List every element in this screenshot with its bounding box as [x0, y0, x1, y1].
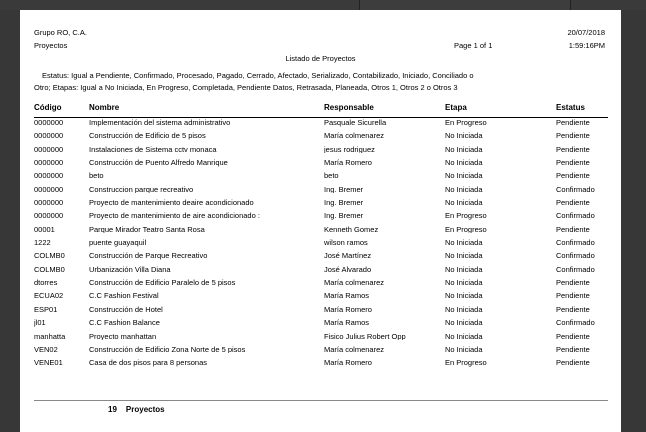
cell-estatus: Pendiente — [556, 159, 590, 167]
cell-codigo: ECUA02 — [34, 292, 64, 300]
cell-codigo: 0000000 — [34, 145, 64, 154]
viewer-right-gutter — [621, 10, 646, 432]
cell-estatus: Confirmado — [556, 185, 595, 194]
column-header-etapa: Etapa — [445, 103, 467, 112]
cell-responsable: Ing. Bremer — [324, 212, 364, 220]
cell-estatus: Confirmado — [556, 319, 595, 327]
table-row[interactable] — [34, 238, 608, 251]
cell-nombre: Construccion parque recreativo — [89, 185, 194, 194]
cell-codigo: 0000000 — [34, 212, 64, 220]
cell-nombre: beto — [89, 172, 104, 180]
cell-nombre: Construcción de Puento Alfredo Manrique — [89, 159, 228, 167]
cell-etapa: No Iniciada — [445, 319, 483, 327]
cell-codigo: 0000000 — [34, 185, 64, 194]
table-row[interactable] — [34, 278, 608, 291]
cell-etapa: No Iniciada — [445, 132, 483, 140]
cell-nombre: Instalaciones de Sistema cctv monaca — [89, 145, 217, 154]
cell-estatus: Pendiente — [556, 332, 590, 340]
table-row[interactable] — [34, 131, 608, 144]
table-row[interactable] — [34, 171, 608, 184]
column-header-codigo: Código — [34, 103, 62, 112]
table-row[interactable] — [34, 185, 608, 198]
table-body — [34, 118, 608, 372]
cell-codigo: 0000000 — [34, 119, 64, 127]
report-filter-line-2: Otro; Etapas: Igual a No Iniciada, En Progreso, Completada, Pendiente Datos, Retrasada, Planeada, Otros 1, Otros 2 o Otros 3 — [34, 83, 458, 92]
table-header-row — [34, 104, 608, 118]
report-page-indicator: Page 1 of 1 — [454, 41, 493, 50]
cell-responsable: Pasquale Sicurella — [324, 119, 387, 127]
table-row[interactable] — [34, 305, 608, 318]
cell-estatus: Pendiente — [556, 279, 590, 287]
cell-nombre: Proyecto manhattan — [89, 332, 157, 340]
table-row[interactable] — [34, 211, 608, 224]
table-row[interactable] — [34, 358, 608, 371]
cell-estatus: Confirmado — [556, 239, 595, 247]
cell-codigo: COLMB0 — [34, 265, 65, 274]
table-row[interactable] — [34, 225, 608, 238]
cell-estatus: Pendiente — [556, 199, 590, 207]
report-date: 20/07/2018 — [567, 28, 605, 37]
cell-etapa: No Iniciada — [445, 145, 483, 154]
cell-responsable: José Alvarado — [324, 265, 372, 274]
cell-nombre: Implementación del sistema administrativo — [89, 119, 231, 127]
report-company-name: Grupo RO, C.A. — [34, 28, 87, 37]
report-subtitle: Proyectos — [34, 41, 68, 50]
cell-nombre: puente guayaquil — [89, 239, 147, 247]
table-row[interactable] — [34, 291, 608, 304]
cell-responsable: María Ramos — [324, 292, 370, 300]
cell-responsable: José Martínez — [324, 252, 372, 260]
report-time: 1:59:16PM — [568, 41, 605, 50]
cell-nombre: Proyecto de mantenimiento de aire acondicionado : — [89, 212, 260, 220]
cell-responsable: María colmenarez — [324, 279, 385, 287]
table-footer-divider — [34, 400, 608, 401]
table-row[interactable] — [34, 118, 608, 131]
cell-codigo: COLMB0 — [34, 252, 65, 260]
cell-estatus: Confirmado — [556, 252, 595, 260]
cell-codigo: 0000000 — [34, 132, 64, 140]
cell-nombre: C.C Fashion Festival — [89, 292, 159, 300]
cell-etapa: No Iniciada — [445, 239, 483, 247]
cell-responsable: Ing. Bremer — [324, 185, 364, 194]
report-filter-line-1: Estatus: Igual a Pendiente, Confirmado, Procesado, Pagado, Cerrado, Afectado, Serializado, Contabilizado, Iniciado, Conciliado o — [42, 71, 474, 80]
cell-responsable: Fisico Julius Robert Opp — [324, 332, 406, 340]
cell-responsable: jesus rodriguez — [324, 145, 375, 154]
cell-estatus: Pendiente — [556, 359, 590, 367]
cell-nombre: Casa de dos pisos para 8 personas — [89, 359, 207, 367]
total-count-value: 19 — [108, 405, 117, 414]
cell-codigo: dtorres — [34, 279, 58, 287]
cell-nombre: Construcción de Edificio Zona Norte de 5 pisos — [89, 345, 246, 354]
cell-responsable: María Romero — [324, 159, 372, 167]
cell-nombre: Construcción de Edificio Paralelo de 5 pisos — [89, 279, 236, 287]
cell-estatus: Pendiente — [556, 132, 590, 140]
cell-responsable: Kenneth Gomez — [324, 225, 379, 234]
table-total-summary — [108, 406, 165, 414]
cell-nombre: Urbanización Villa Diana — [89, 265, 171, 274]
cell-responsable: María colmenarez — [324, 132, 385, 140]
cell-estatus: Pendiente — [556, 305, 590, 314]
cell-nombre: Parque Mirador Teatro Santa Rosa — [89, 225, 205, 234]
table-row[interactable] — [34, 145, 608, 158]
cell-responsable: María Romero — [324, 359, 372, 367]
cell-etapa: No Iniciada — [445, 345, 483, 354]
cell-codigo: 0000000 — [34, 159, 64, 167]
cell-nombre: Construcción de Parque Recreativo — [89, 252, 208, 260]
cell-etapa: En Progreso — [445, 225, 487, 234]
cell-etapa: En Progreso — [445, 359, 487, 367]
cell-estatus: Pendiente — [556, 172, 590, 180]
table-row[interactable] — [34, 318, 608, 331]
cell-etapa: No Iniciada — [445, 292, 483, 300]
table-row[interactable] — [34, 158, 608, 171]
table-row[interactable] — [34, 345, 608, 358]
cell-responsable: María Romero — [324, 305, 372, 314]
cell-etapa: No Iniciada — [445, 185, 483, 194]
cell-etapa: No Iniciada — [445, 159, 483, 167]
cell-etapa: No Iniciada — [445, 172, 483, 180]
cell-estatus: Confirmado — [556, 212, 595, 220]
cell-responsable: Ing. Bremer — [324, 199, 364, 207]
cell-codigo: VENE01 — [34, 359, 63, 367]
cell-codigo: 0000000 — [34, 199, 64, 207]
cell-responsable: wilson ramos — [324, 239, 368, 247]
report-title: Listado de Proyectos — [285, 54, 356, 63]
cell-codigo: 1222 — [34, 239, 51, 247]
cell-estatus: Pendiente — [556, 225, 590, 234]
column-header-responsable: Responsable — [324, 103, 374, 112]
cell-etapa: No Iniciada — [445, 199, 483, 207]
total-count-label: Proyectos — [125, 405, 165, 414]
projects-table — [34, 104, 608, 372]
table-row[interactable] — [34, 198, 608, 211]
cell-nombre: Construcción de Edificio de 5 pisos — [89, 132, 206, 140]
cell-codigo: 00001 — [34, 225, 55, 234]
cell-etapa: No Iniciada — [445, 265, 483, 274]
cell-codigo: VEN02 — [34, 345, 58, 354]
cell-codigo: jl01 — [34, 319, 46, 327]
cell-responsable: María colmenarez — [324, 345, 385, 354]
cell-nombre: C.C Fashion Balance — [89, 319, 160, 327]
table-row[interactable] — [34, 251, 608, 264]
cell-etapa: No Iniciada — [445, 305, 483, 314]
cell-estatus: Pendiente — [556, 345, 590, 354]
table-row[interactable] — [34, 265, 608, 278]
viewer-left-gutter — [0, 10, 20, 432]
table-row[interactable] — [34, 332, 608, 345]
cell-nombre: Construcción de Hotel — [89, 305, 163, 314]
cell-codigo: ESP01 — [34, 305, 58, 314]
cell-estatus: Confirmado — [556, 265, 595, 274]
cell-etapa: No Iniciada — [445, 332, 483, 340]
cell-estatus: Pendiente — [556, 292, 590, 300]
cell-etapa: No Iniciada — [445, 279, 483, 287]
cell-responsable: beto — [324, 172, 339, 180]
cell-etapa: No Iniciada — [445, 252, 483, 260]
cell-nombre: Proyecto de mantenimiento deaire acondicionado — [89, 199, 254, 207]
report-page — [20, 10, 621, 432]
cell-etapa: En Progreso — [445, 212, 487, 220]
cell-codigo: manhatta — [34, 332, 66, 340]
column-header-nombre: Nombre — [89, 103, 120, 112]
cell-etapa: En Progreso — [445, 119, 487, 127]
cell-codigo: 0000000 — [34, 172, 64, 180]
column-header-estatus: Estatus — [556, 103, 585, 112]
cell-estatus: Pendiente — [556, 145, 590, 154]
cell-estatus: Pendiente — [556, 119, 590, 127]
cell-responsable: María Ramos — [324, 319, 370, 327]
